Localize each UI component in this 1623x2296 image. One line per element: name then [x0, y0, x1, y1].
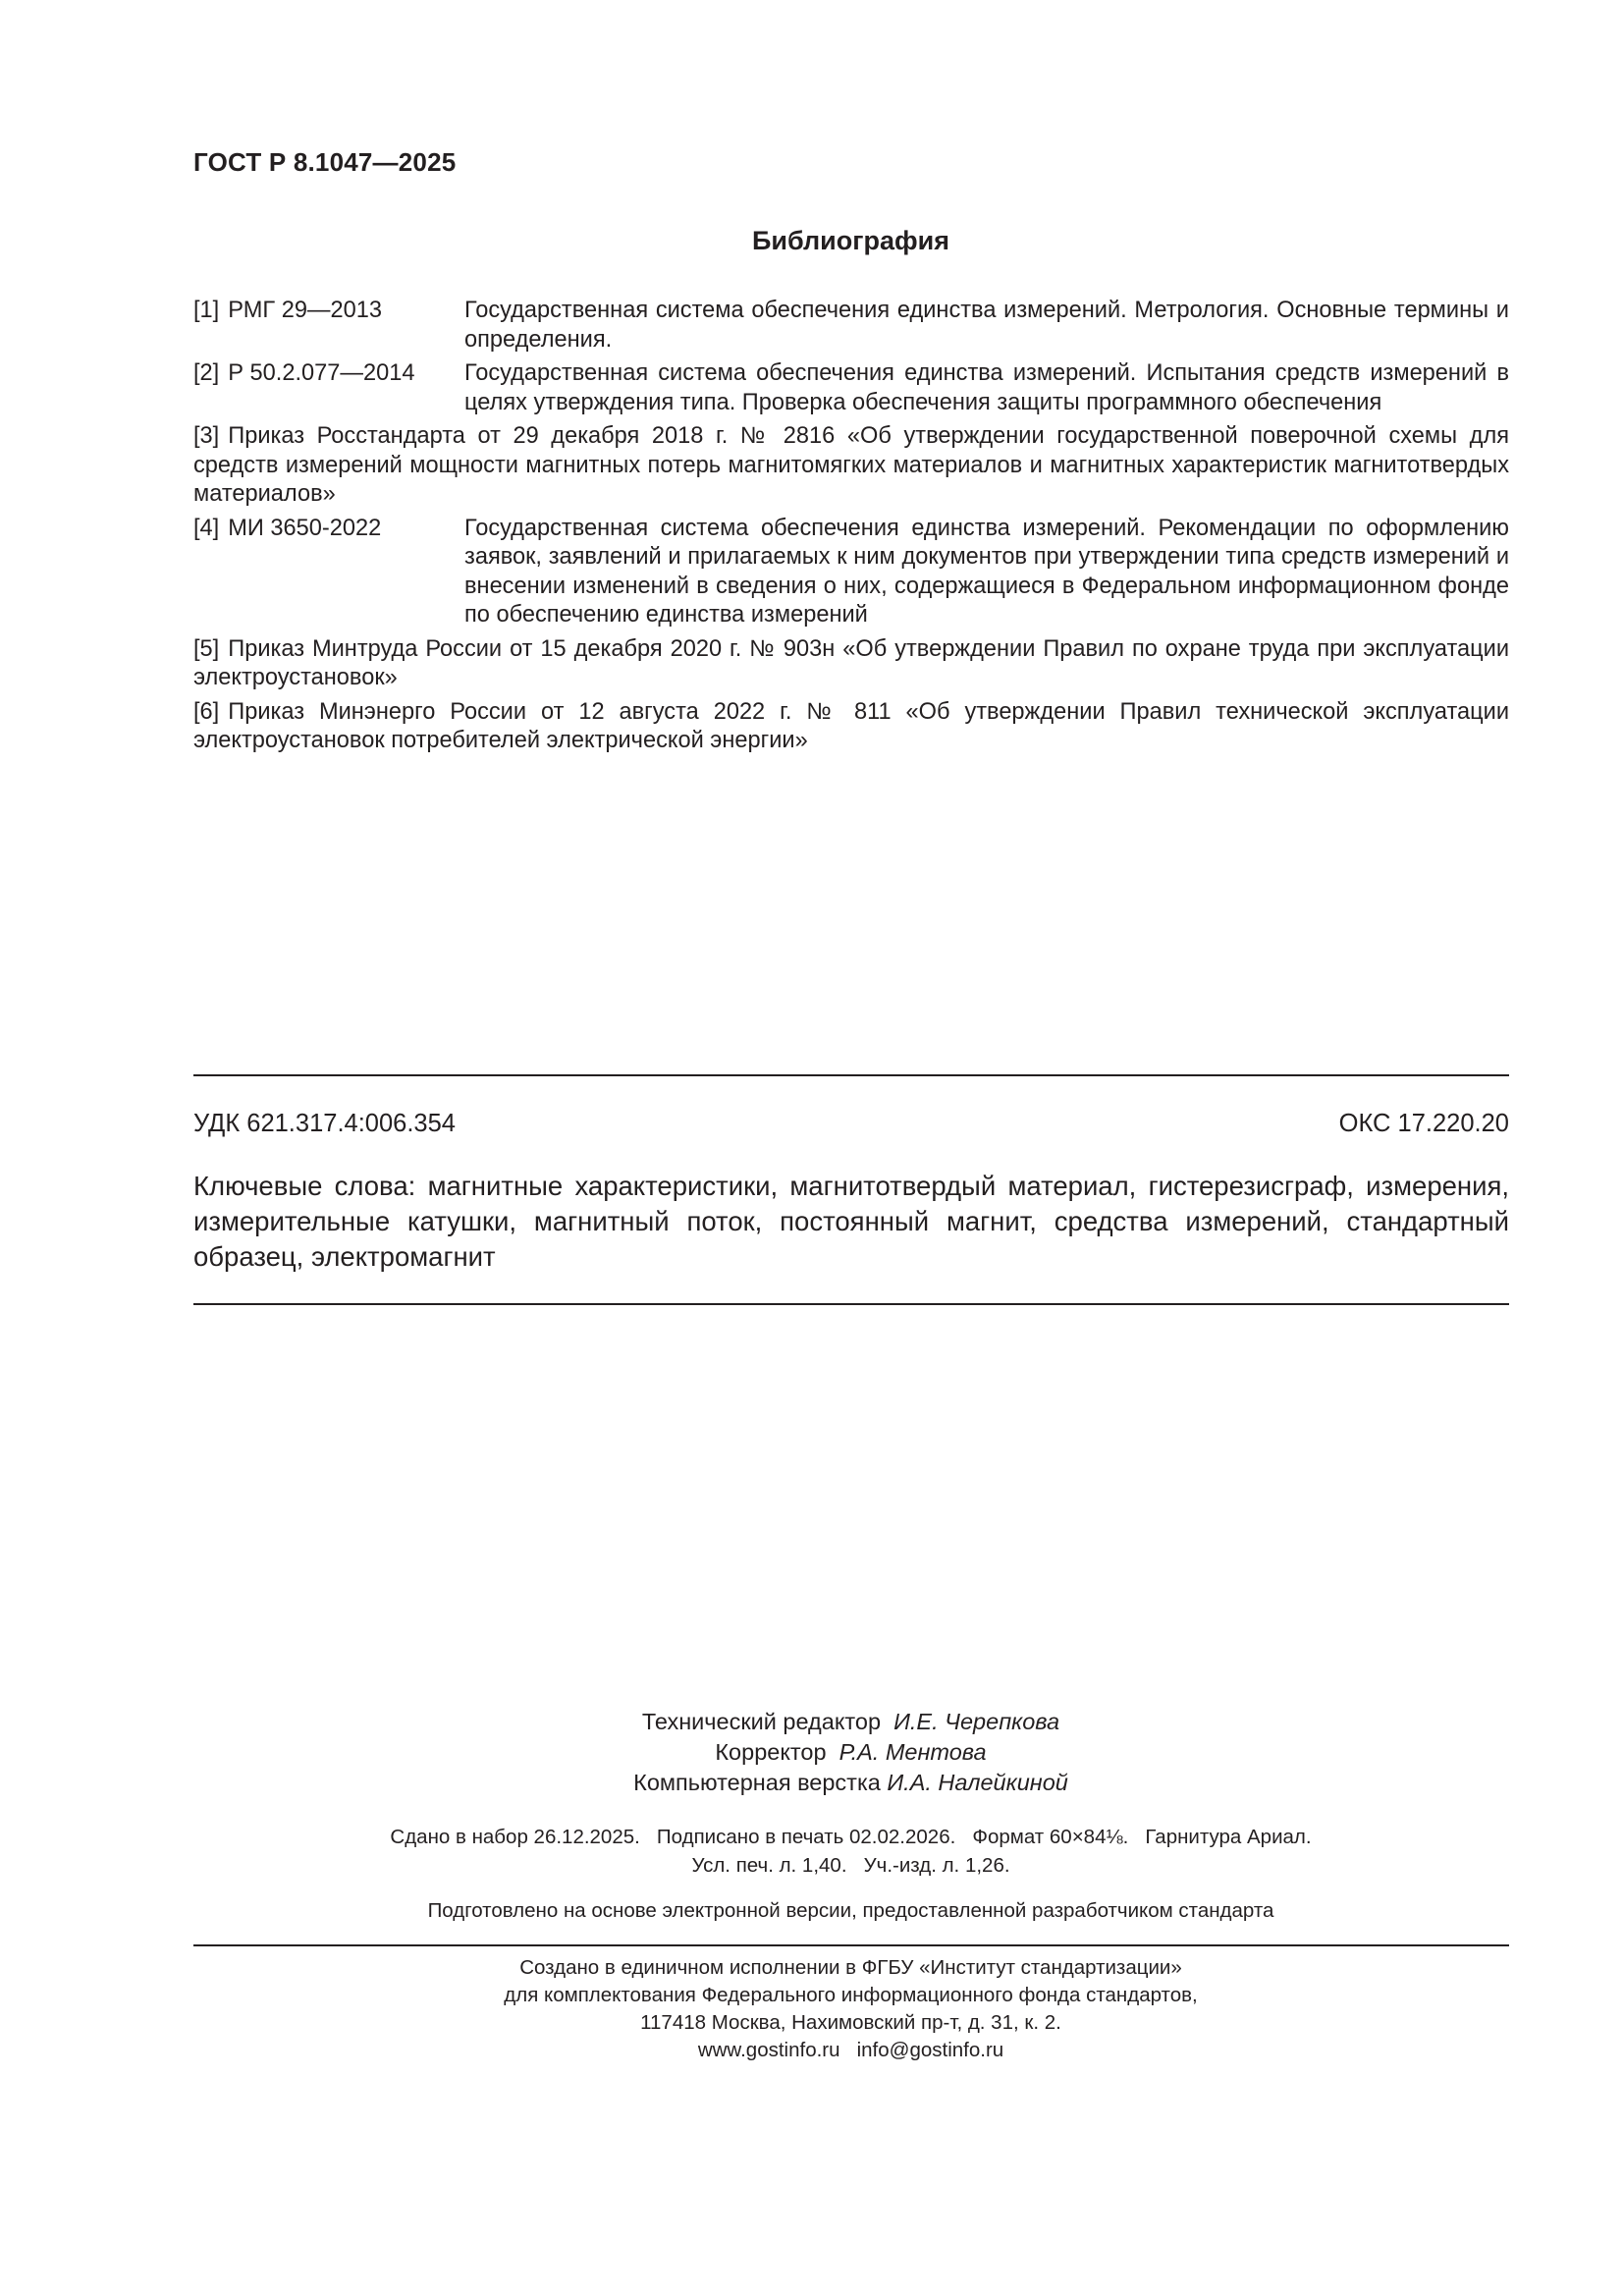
bibliography-title: Библиография	[752, 226, 949, 255]
entry-label: [4] МИ 3650-2022	[193, 515, 382, 541]
entry-text: Государственная система обеспечения единства измерений. Метрология. Основные термины и определения.	[464, 298, 1509, 353]
divider-top	[193, 1074, 1509, 1076]
entry-label: [1] РМГ 29—2013	[193, 298, 383, 323]
tech-editor-line: Технический редактор И.Е. Черепкова	[641, 1709, 1060, 1734]
created-line-2: для комплектования Федерального информационного фонда стандартов,	[504, 1984, 1198, 2006]
created-block	[0, 1954, 1623, 2064]
bibliography-entry-3: [3] Приказ Росстандарта от 29 декабря 2018 г. № 2816 «Об утверждении государственной поверочной схемы для средств измерений мощности магнитных потерь магнитомягких материалов и магнитных характеристик магнитотвердых материалов»	[193, 423, 1509, 507]
bibliography-entry-6: [6] Приказ Минэнерго России от 12 августа 2022 г. № 811 «Об утверждении Правил технической эксплуатации электроустановок потребителей электрической энергии»	[193, 698, 1509, 753]
created-line-3: 117418 Москва, Нахимовский пр-т, д. 31, к. 2.	[640, 2011, 1061, 2034]
imprint-line-1: Сдано в набор 26.12.2025. Подписано в печать 02.02.2026. Формат 60×84⅛. Гарнитура Ариал.	[390, 1826, 1312, 1848]
oks-code: ОКС 17.220.20	[1338, 1110, 1509, 1137]
udk-code: УДК 621.317.4:006.354	[193, 1110, 456, 1137]
bibliography-entry-2	[193, 359, 1509, 417]
imprint-block	[0, 1823, 1623, 1880]
credits-block	[0, 1707, 1623, 1798]
entry-text: Государственная система обеспечения единства измерений. Испытания средств измерений в целях утверждения типа. Проверка обеспечения защиты программного обеспечения	[464, 360, 1509, 415]
entry-text: Приказ Минэнерго России от 12 августа 2022 г. № 811 «Об утверждении Правил технической эксплуатации электроустановок потребителей электрической энергии»	[193, 698, 1509, 753]
bibliography-entry-4	[193, 515, 1509, 630]
entry-label: [2] Р 50.2.077—2014	[193, 360, 415, 386]
corrector-line: Корректор Р.А. Ментова	[715, 1739, 987, 1765]
entry-text: Государственная система обеспечения единства измерений. Рекомендации по оформлению заявок, заявлений и прилагаемых к ним документов при утверждении типа средств измерений и внесении изменений в сведения о них, содержащиеся в Федеральном информационном фонде по обеспечению единства измерений	[464, 515, 1509, 628]
created-line-1: Создано в единичном исполнении в ФГБУ «Институт стандартизации»	[519, 1956, 1182, 1979]
created-line-4: www.gostinfo.ru info@gostinfo.ru	[697, 2039, 1004, 2061]
prepared-note: Подготовлено на основе электронной версии, предоставленной разработчиком стандарта	[427, 1899, 1274, 1922]
document-header: ГОСТ Р 8.1047—2025	[193, 147, 457, 177]
entry-text: Приказ Минтруда России от 15 декабря 2020 г. № 903н «Об утверждении Правил по охране труда при эксплуатации электроустановок»	[193, 635, 1509, 690]
bibliography-list	[193, 297, 1509, 761]
keywords: Ключевые слова: магнитные характеристики, магнитотвердый материал, гистерезисграф, измерения, измерительные катушки, магнитный поток, постоянный магнит, средства измерений, стандартный образец, электромагнит	[193, 1171, 1509, 1272]
divider-bottom	[193, 1944, 1509, 1946]
entry-text: Приказ Росстандарта от 29 декабря 2018 г. № 2816 «Об утверждении государственной поверочной схемы для средств измерений мощности магнитных потерь магнитомягких материалов и магнитных характеристик магнитотвердых материалов»	[193, 423, 1509, 507]
bibliography-entry-5: [5] Приказ Минтруда России от 15 декабря 2020 г. № 903н «Об утверждении Правил по охране труда при эксплуатации электроустановок»	[193, 635, 1509, 690]
divider-keywords	[193, 1303, 1509, 1305]
bibliography-entry-1	[193, 297, 1509, 355]
layout-line: Компьютерная верстка И.А. Налейкиной	[633, 1770, 1068, 1795]
imprint-line-2: Усл. печ. л. 1,40. Уч.-изд. л. 1,26.	[691, 1854, 1010, 1877]
